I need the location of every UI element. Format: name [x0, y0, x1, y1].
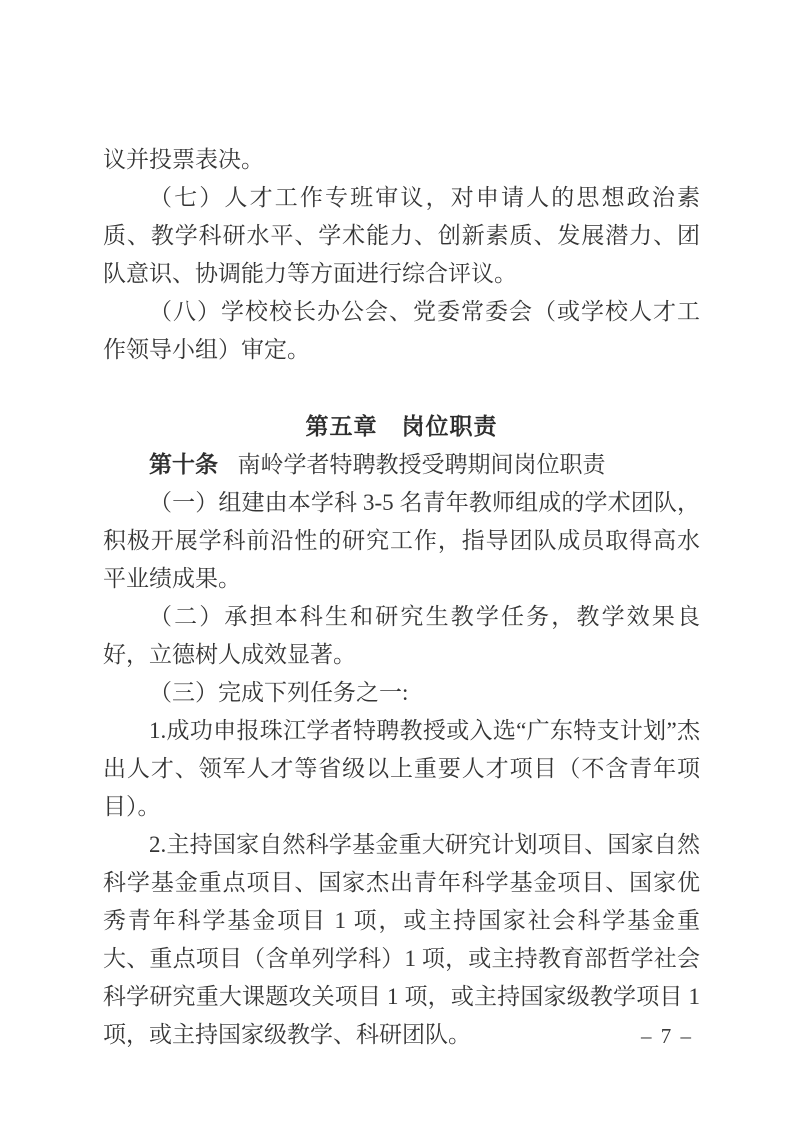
document-body [103, 141, 700, 1054]
paragraph-clause-8: （八）学校校长办公会、党委常委会（或学校人才工作领导小组）审定。 [103, 299, 700, 362]
paragraph-duty-3: （三）完成下列任务之一: [149, 680, 409, 705]
paragraph-task-1: 1.成功申报珠江学者特聘教授或入选“广东特支计划”杰出人才、领军人才等省级以上重要人才项目（不含青年项目）。 [103, 718, 700, 819]
article-title: 南岭学者特聘教授受聘期间岗位职责 [237, 452, 606, 477]
article-number-label: 第十条 [149, 451, 218, 477]
paragraph-clause-7: （七）人才工作专班审议，对申请人的思想政治素质、教学科研水平、学术能力、创新素质、发展潜力、团队意识、协调能力等方面进行综合评议。 [103, 185, 700, 286]
paragraph-duty-2: （二）承担本科生和研究生教学任务，教学效果良好，立德树人成效显著。 [103, 604, 700, 667]
paragraph-duty-1: （一）组建由本学科 3-5 名青年教师组成的学术团队，积极开展学科前沿性的研究工作，指导团队成员取得高水平业绩成果。 [103, 490, 700, 591]
chapter-heading: 第五章 岗位职责 [305, 413, 498, 439]
paragraph-task-2: 2.主持国家自然科学基金重大研究计划项目、国家自然科学基金重点项目、国家杰出青年科学基金项目、国家优秀青年科学基金项目 1 项，或主持国家社会科学基金重大、重点项目（含单列学科）1 项，或主持教育部哲学社会科学研究重大课题攻关项目 1 项，或主持国家级教学项目 1 项，或主持国家级教学、科研团队。 [103, 832, 700, 1047]
article-10-line [103, 445, 700, 484]
paragraph-continuation: 议并投票表决。 [103, 147, 264, 172]
page-number: – 7 – [641, 1024, 693, 1048]
